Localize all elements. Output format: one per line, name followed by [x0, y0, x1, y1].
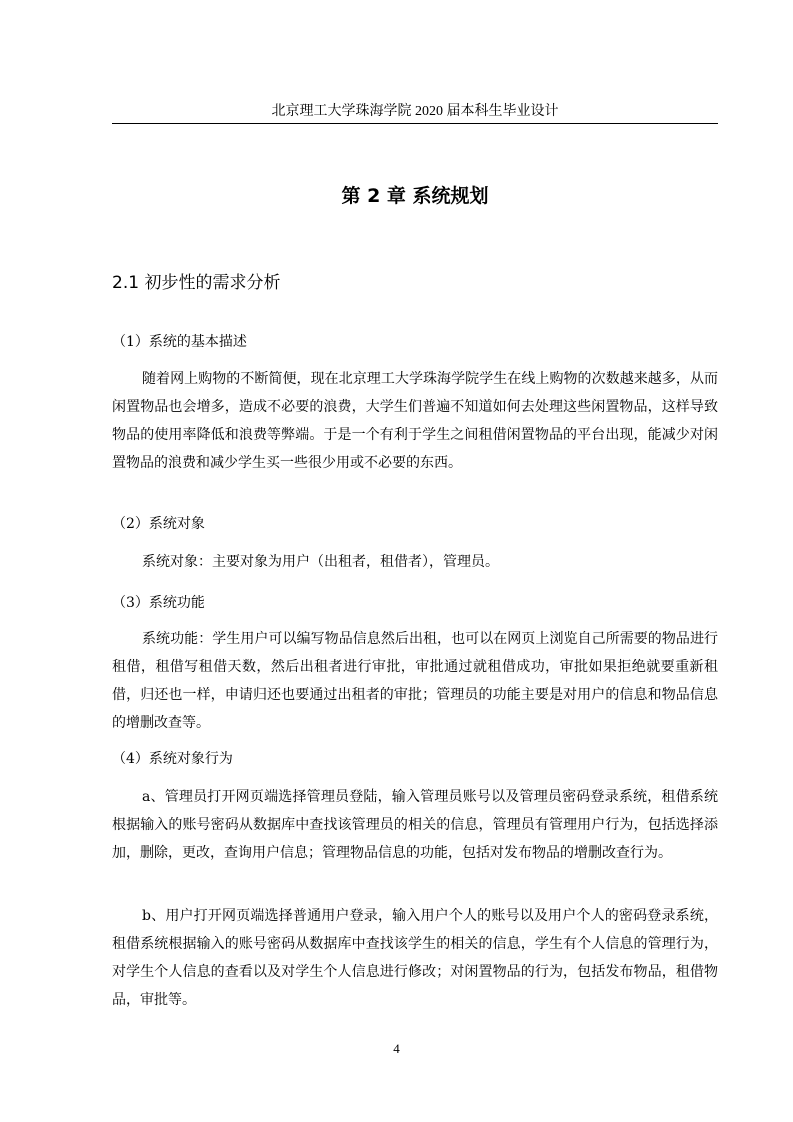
subheading-object-behaviors: （4）系统对象行为: [112, 751, 233, 767]
subheading-basic-description: （1）系统的基本描述: [112, 334, 247, 350]
paragraph-system-functions: 系统功能：学生用户可以编写物品信息然后出租，也可以在网页上浏览自己所需要的物品进行租借，租借写租借天数，然后出租者进行审批，审批通过就租借成功，审批如果拒绝就要重新租借，归还也一样，申请归还也要通过出租者的审批；管理员的功能主要是对用户的信息和物品信息的增删改查等。: [112, 631, 718, 731]
paragraph-basic-description: 随着网上购物的不断简便，现在北京理工大学珠海学院学生在线上购物的次数越来越多，从而闲置物品也会增多，造成不必要的浪费，大学生们普遍不知道如何去处理这些闲置物品，这样导致物品的使用率降低和浪费等弊端。于是一个有利于学生之间租借闲置物品的平台出现，能减少对闲置物品的浪费和减少学生买一些很少用或不必要的东西。: [112, 371, 718, 471]
page-header: 北京理工大学珠海学院 2020 届本科生毕业设计: [271, 104, 559, 119]
chapter-title: 第 2 章 系统规划: [341, 185, 489, 207]
header-divider: [112, 123, 718, 124]
subheading-system-objects: （2）系统对象: [112, 516, 205, 532]
paragraph-admin-behavior: a、管理员打开网页端选择管理员登陆，输入管理员账号以及管理员密码登录系统，租借系统根据输入的账号密码从数据库中查找该管理员的相关的信息，管理员有管理用户行为，包括选择添加，删除，更改，查询用户信息；管理物品信息的功能，包括对发布物品的增删改查行为。: [112, 789, 718, 861]
section-title: 2.1 初步性的需求分析: [112, 273, 281, 293]
subheading-system-functions: （3）系统功能: [112, 595, 205, 611]
paragraph-user-behavior: b、用户打开网页端选择普通用户登录，输入用户个人的账号以及用户个人的密码登录系统，租借系统根据输入的账号密码从数据库中查找该学生的相关的信息，学生有个人信息的管理行为，对学生个人信息的查看以及对学生个人信息进行修改；对闲置物品的行为，包括发布物品，租借物品，审批等。: [112, 908, 718, 1008]
paragraph-system-objects: 系统对象：主要对象为用户（出租者，租借者），管理员。: [142, 554, 499, 570]
page-number: 4: [393, 1041, 400, 1056]
